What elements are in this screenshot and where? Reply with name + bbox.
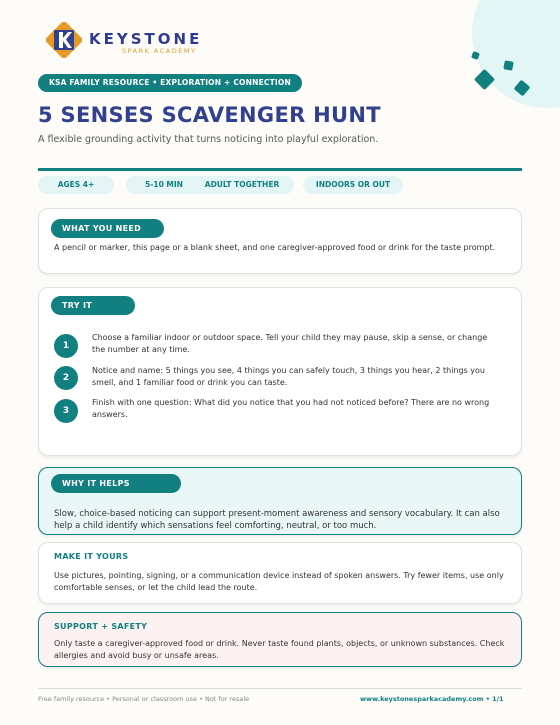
what-you-need-card (38, 208, 522, 274)
chip-location: INDOORS OR OUT (303, 176, 403, 194)
try-it-label: TRY IT (51, 296, 135, 315)
brand-name: KEYSTONE (89, 30, 203, 48)
step-number: 3 (54, 399, 78, 423)
chip-adult: ADULT TOGETHER (190, 176, 294, 194)
decorative-square (503, 60, 513, 70)
step-text: Finish with one question: What did you notice that you had not noticed before? There are no wrong answers. (92, 398, 490, 419)
footer-website-link[interactable]: www.keystonesparkacademy.com • 1/1 (360, 695, 504, 703)
keystone-k-logo-icon (46, 22, 82, 58)
step-text: Notice and name: 5 things you see, 4 things you can safely touch, 3 things you hear, 2 things you smell, and 1 familiar food or drink you can taste. (92, 366, 485, 387)
make-it-yours-heading: MAKE IT YOURS (54, 552, 129, 561)
page-title: 5 SENSES SCAVENGER HUNT (38, 103, 381, 127)
footer-divider (38, 688, 522, 689)
why-it-helps-label: WHY IT HELPS (51, 474, 181, 493)
brand-subtitle: SPARK ACADEMY (122, 47, 197, 55)
support-safety-text: Only taste a caregiver-approved food or drink. Never taste found plants, objects, or unknown substances. Check allergies and avoid busy or unsafe areas. (54, 639, 505, 660)
what-you-need-text: A pencil or marker, this page or a blank sheet, and one caregiver-approved food or drink for the taste prompt. (54, 243, 496, 252)
resource-kicker: KSA FAMILY RESOURCE • EXPLORATION + CONNECTION (38, 74, 302, 92)
why-it-helps-card (38, 467, 522, 535)
why-it-helps-text: Slow, choice-based noticing can support present-moment awareness and sensory vocabulary. It can also help a child identify which sensations feel comforting, neutral, or too much. (54, 509, 500, 531)
chip-duration: 5-10 MIN (126, 176, 202, 194)
support-safety-heading: SUPPORT + SAFETY (54, 622, 148, 631)
step-number: 1 (54, 334, 78, 358)
title-divider (38, 168, 522, 171)
make-it-yours-text: Use pictures, pointing, signing, or a communication device instead of spoken answers. Try fewer items, use only comfortable senses, or let the child lead the route. (54, 571, 504, 592)
try-it-card (38, 287, 522, 456)
step-number: 2 (54, 366, 78, 390)
decorative-circle (472, 0, 560, 108)
what-you-need-label: WHAT YOU NEED (51, 219, 164, 238)
step-text: Choose a familiar indoor or outdoor space. Tell your child they may pause, skip a sense, or change the number at any time. (92, 333, 488, 354)
chip-age: AGES 4+ (38, 176, 114, 194)
page-subtitle: A flexible grounding activity that turns noticing into playful exploration. (38, 134, 379, 145)
support-safety-card (38, 612, 522, 667)
footer-usage-note: Free family resource • Personal or classroom use • Not for resale (38, 695, 250, 703)
make-it-yours-card (38, 542, 522, 604)
